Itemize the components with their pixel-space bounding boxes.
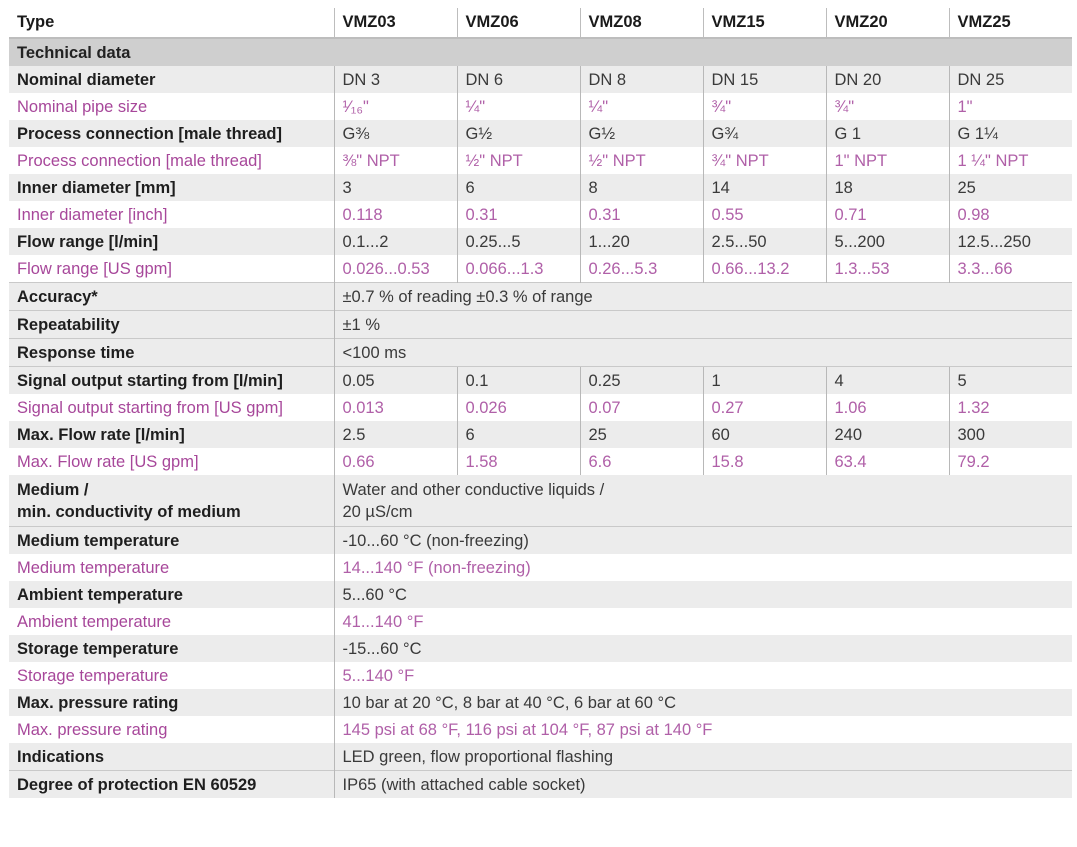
cell: DN 25 <box>949 66 1072 93</box>
row-label-line: Medium / <box>17 481 89 499</box>
cell-line: 20 µS/cm <box>342 503 413 521</box>
cell: ¹⁄₁₆" <box>334 93 457 120</box>
cell: G 1¼ <box>949 120 1072 147</box>
cell: 14 <box>703 174 826 201</box>
row-label: Accuracy* <box>9 283 334 311</box>
table-row <box>9 554 1072 581</box>
row-label: Signal output starting from [l/min] <box>9 367 334 395</box>
cell: 63.4 <box>826 448 949 475</box>
cell: DN 8 <box>580 66 703 93</box>
cell: 1.06 <box>826 394 949 421</box>
cell: 300 <box>949 421 1072 448</box>
cell: 5 <box>949 367 1072 395</box>
spanning-cell: 14...140 °F (non-freezing) <box>334 554 1072 581</box>
cell: 4 <box>826 367 949 395</box>
cell: G½ <box>580 120 703 147</box>
row-label: Max. Flow rate [US gpm] <box>9 448 334 475</box>
table-row <box>9 716 1072 743</box>
cell: 15.8 <box>703 448 826 475</box>
spanning-cell: 5...140 °F <box>334 662 1072 689</box>
cell: ¼" <box>580 93 703 120</box>
spanning-cell: -10...60 °C (non-freezing) <box>334 527 1072 555</box>
row-label: Nominal diameter <box>9 66 334 93</box>
model-header: VMZ08 <box>580 8 703 38</box>
cell: 0.013 <box>334 394 457 421</box>
row-label: Ambient temperature <box>9 581 334 608</box>
table-row <box>9 311 1072 339</box>
cell: 6 <box>457 421 580 448</box>
cell: 0.66 <box>334 448 457 475</box>
cell: 0.25...5 <box>457 228 580 255</box>
table-row <box>9 448 1072 475</box>
spanning-cell: 145 psi at 68 °F, 116 psi at 104 °F, 87 psi at 140 °F <box>334 716 1072 743</box>
cell: DN 6 <box>457 66 580 93</box>
model-header: VMZ06 <box>457 8 580 38</box>
table-row <box>9 608 1072 635</box>
cell: 0.1 <box>457 367 580 395</box>
section-row <box>9 38 1072 66</box>
row-label: Inner diameter [mm] <box>9 174 334 201</box>
table-row <box>9 120 1072 147</box>
spanning-cell: ±1 % <box>334 311 1072 339</box>
table-row <box>9 93 1072 120</box>
cell: 0.98 <box>949 201 1072 228</box>
cell: 1" NPT <box>826 147 949 174</box>
cell-line: Water and other conductive liquids / <box>342 481 605 499</box>
cell: 0.05 <box>334 367 457 395</box>
cell: 18 <box>826 174 949 201</box>
cell: 0.25 <box>580 367 703 395</box>
row-label: Flow range [l/min] <box>9 228 334 255</box>
table-row <box>9 255 1072 283</box>
spanning-cell: <100 ms <box>334 339 1072 367</box>
row-label: Repeatability <box>9 311 334 339</box>
cell: ¾" <box>703 93 826 120</box>
table-row <box>9 201 1072 228</box>
spanning-cell: IP65 (with attached cable socket) <box>334 771 1072 799</box>
row-label-line: min. conductivity of medium <box>17 503 241 521</box>
cell: 2.5 <box>334 421 457 448</box>
row-label: Process connection [male thread] <box>9 120 334 147</box>
table-row <box>9 689 1072 716</box>
table-row <box>9 475 1072 527</box>
row-label: Indications <box>9 743 334 771</box>
cell: 2.5...50 <box>703 228 826 255</box>
cell: 0.026...0.53 <box>334 255 457 283</box>
cell: 0.31 <box>580 201 703 228</box>
row-label <box>9 475 334 527</box>
row-label: Response time <box>9 339 334 367</box>
cell: ⅜" NPT <box>334 147 457 174</box>
cell: 1" <box>949 93 1072 120</box>
spanning-cell: -15...60 °C <box>334 635 1072 662</box>
model-header: VMZ20 <box>826 8 949 38</box>
spanning-cell: 41...140 °F <box>334 608 1072 635</box>
table-row <box>9 339 1072 367</box>
section-title: Technical data <box>9 38 1072 66</box>
cell: 3.3...66 <box>949 255 1072 283</box>
cell: G 1 <box>826 120 949 147</box>
cell: 0.026 <box>457 394 580 421</box>
row-label: Medium temperature <box>9 554 334 581</box>
row-label: Nominal pipe size <box>9 93 334 120</box>
spanning-cell: 10 bar at 20 °C, 8 bar at 40 °C, 6 bar at 60 °C <box>334 689 1072 716</box>
cell: 60 <box>703 421 826 448</box>
model-header: VMZ25 <box>949 8 1072 38</box>
cell: 0.55 <box>703 201 826 228</box>
cell: DN 3 <box>334 66 457 93</box>
cell: G½ <box>457 120 580 147</box>
row-label: Process connection [male thread] <box>9 147 334 174</box>
cell: DN 20 <box>826 66 949 93</box>
cell: 240 <box>826 421 949 448</box>
table-row <box>9 771 1072 799</box>
table-row <box>9 527 1072 555</box>
cell: 6.6 <box>580 448 703 475</box>
cell: 1...20 <box>580 228 703 255</box>
table-row <box>9 66 1072 93</box>
cell: 12.5...250 <box>949 228 1072 255</box>
cell: 0.31 <box>457 201 580 228</box>
cell: G¾ <box>703 120 826 147</box>
cell: ½" NPT <box>580 147 703 174</box>
row-label: Storage temperature <box>9 662 334 689</box>
cell: 5...200 <box>826 228 949 255</box>
row-label: Max. pressure rating <box>9 716 334 743</box>
technical-data-table <box>9 8 1072 798</box>
row-label: Signal output starting from [US gpm] <box>9 394 334 421</box>
cell: ¾" NPT <box>703 147 826 174</box>
cell: 8 <box>580 174 703 201</box>
cell: DN 15 <box>703 66 826 93</box>
table-row <box>9 228 1072 255</box>
cell: 0.66...13.2 <box>703 255 826 283</box>
table-row <box>9 367 1072 395</box>
spanning-cell <box>334 475 1072 527</box>
spec-table-wrapper <box>9 8 1072 798</box>
spanning-cell: ±0.7 % of reading ±0.3 % of range <box>334 283 1072 311</box>
cell: 0.066...1.3 <box>457 255 580 283</box>
cell: 3 <box>334 174 457 201</box>
row-label: Degree of protection EN 60529 <box>9 771 334 799</box>
table-row <box>9 147 1072 174</box>
table-row <box>9 421 1072 448</box>
cell: 0.27 <box>703 394 826 421</box>
table-row <box>9 394 1072 421</box>
model-header: VMZ15 <box>703 8 826 38</box>
cell: 79.2 <box>949 448 1072 475</box>
table-row <box>9 635 1072 662</box>
cell: 0.71 <box>826 201 949 228</box>
cell: ¼" <box>457 93 580 120</box>
cell: 1 <box>703 367 826 395</box>
row-label: Inner diameter [inch] <box>9 201 334 228</box>
row-label: Flow range [US gpm] <box>9 255 334 283</box>
cell: G⅜ <box>334 120 457 147</box>
table-row <box>9 174 1072 201</box>
cell: ¾" <box>826 93 949 120</box>
cell: 25 <box>580 421 703 448</box>
cell: 25 <box>949 174 1072 201</box>
cell: 0.26...5.3 <box>580 255 703 283</box>
cell: 1.32 <box>949 394 1072 421</box>
header-row <box>9 8 1072 38</box>
model-header: VMZ03 <box>334 8 457 38</box>
table-row <box>9 743 1072 771</box>
cell: 0.07 <box>580 394 703 421</box>
row-label: Medium temperature <box>9 527 334 555</box>
cell: ½" NPT <box>457 147 580 174</box>
row-label: Max. pressure rating <box>9 689 334 716</box>
table-row <box>9 283 1072 311</box>
cell: 0.1...2 <box>334 228 457 255</box>
spanning-cell: 5...60 °C <box>334 581 1072 608</box>
table-row <box>9 662 1072 689</box>
spanning-cell: LED green, flow proportional flashing <box>334 743 1072 771</box>
cell: 1 ¼" NPT <box>949 147 1072 174</box>
type-header: Type <box>9 8 334 38</box>
table-row <box>9 581 1072 608</box>
row-label: Ambient temperature <box>9 608 334 635</box>
row-label: Storage temperature <box>9 635 334 662</box>
cell: 1.58 <box>457 448 580 475</box>
row-label: Max. Flow rate [l/min] <box>9 421 334 448</box>
cell: 0.118 <box>334 201 457 228</box>
cell: 6 <box>457 174 580 201</box>
cell: 1.3...53 <box>826 255 949 283</box>
